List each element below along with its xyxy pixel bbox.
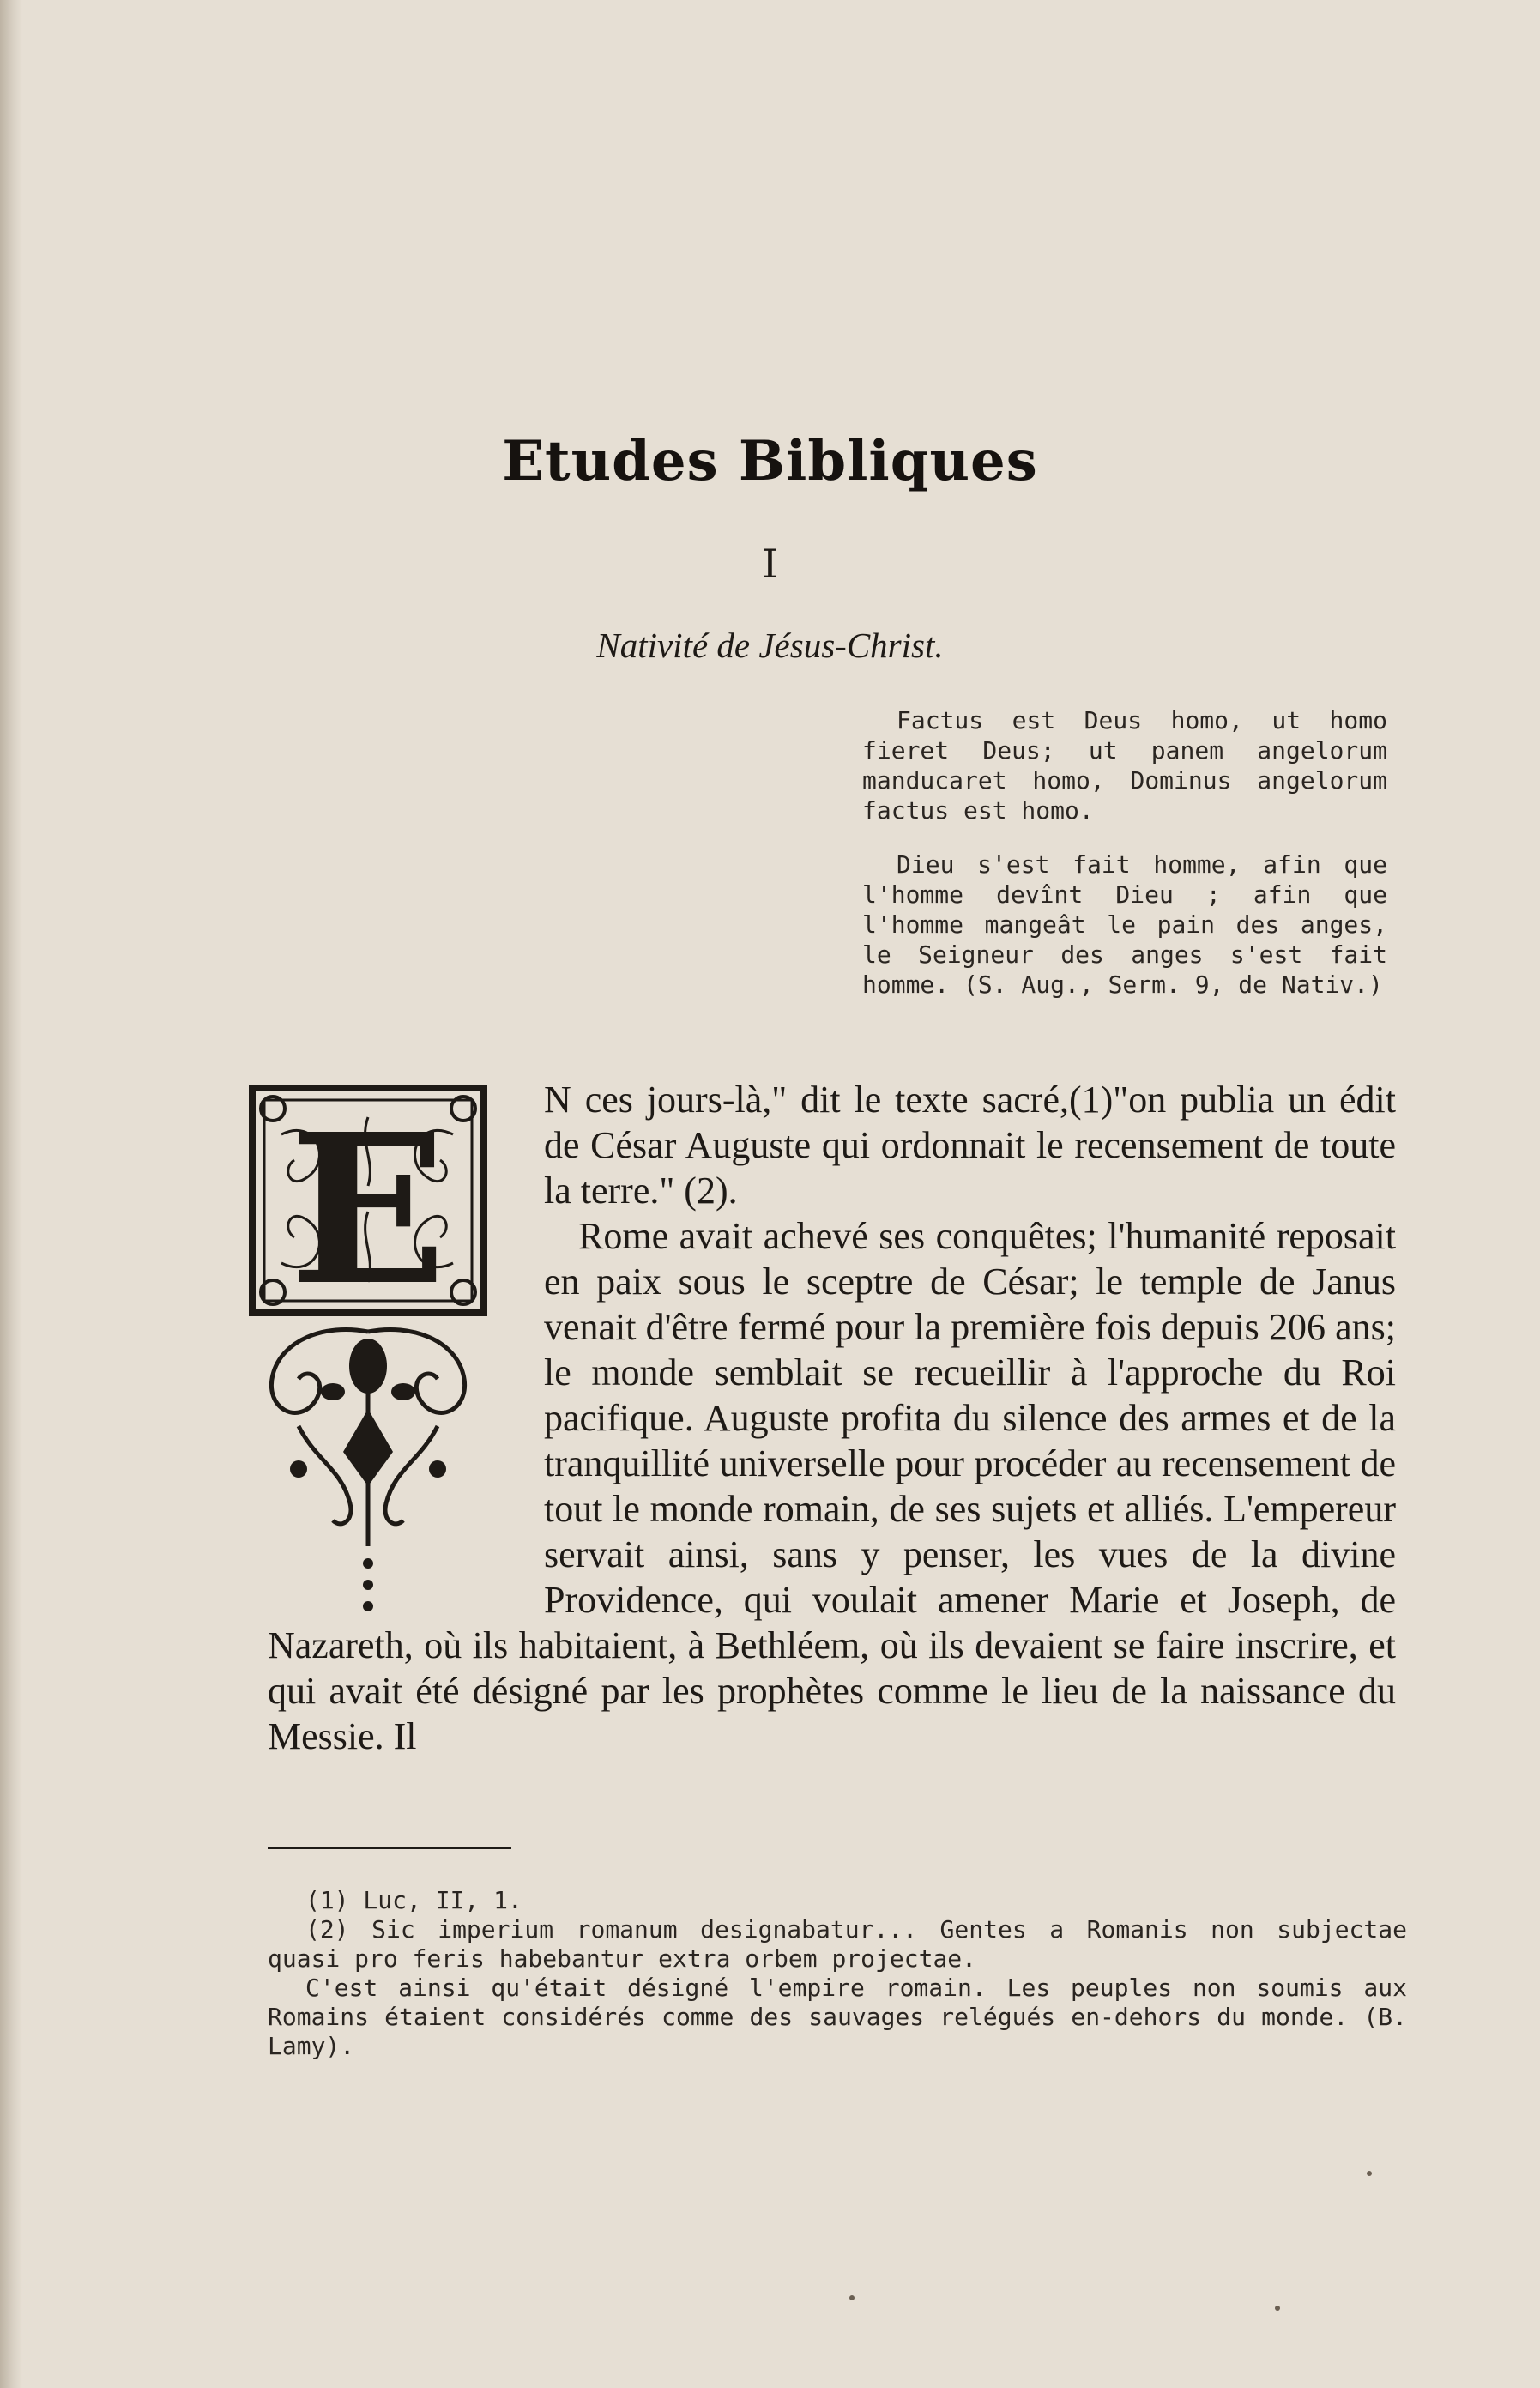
page-gutter-shadow bbox=[0, 0, 22, 2388]
drop-cap-spacer bbox=[268, 1077, 544, 1623]
epigraph-french-text: Dieu s'est fait homme, afin que l'homme devînt Dieu ; afin que l'homme mangeât le pain des anges, le Seigneur des anges s'est fait homme. (S. Aug., Serm. 9, de Nativ.) bbox=[862, 850, 1387, 999]
section-numeral: I bbox=[762, 541, 778, 587]
paper-speck bbox=[1275, 2306, 1280, 2311]
section-subtitle: Nativité de Jésus-Christ. bbox=[596, 626, 944, 665]
footnotes bbox=[268, 1886, 1407, 2061]
paragraph-opening: N ces jours-là," dit le texte sacré,(1)"on publia un édit de César Auguste qui ordonnait le recensement de toute la terre." (2). bbox=[544, 1079, 1396, 1212]
footnote-1: (1) Luc, II, 1. bbox=[305, 1886, 522, 1914]
footnote-divider bbox=[268, 1847, 511, 1849]
paper-speck bbox=[849, 2295, 855, 2300]
epigraph-latin-text: Factus est Deus homo, ut homo fieret Deus; ut panem angelorum manducaret homo, Dominus angelorum factus est homo. bbox=[862, 706, 1387, 825]
epigraph-latin bbox=[862, 705, 1387, 825]
paper-speck bbox=[1367, 2171, 1372, 2176]
epigraph-french bbox=[862, 849, 1387, 1000]
footnote-2-translation: C'est ainsi qu'était désigné l'empire romain. Les peuples non soumis aux Romains étaient considérés comme des sauvages relégués en-dehors du monde. (B. Lamy). bbox=[268, 1974, 1407, 2060]
footnote-2: (2) Sic imperium romanum designabatur... Gentes a Romanis non subjectae quasi pro feris habebantur extra orbem projectae. bbox=[268, 1915, 1407, 1973]
drop-cap-letter: E bbox=[289, 1089, 447, 1331]
page-title: Etudes Bibliques bbox=[502, 429, 1038, 493]
paragraph-rome: Rome avait achevé ses conquêtes; l'humanité reposait en paix sous le sceptre de César; le temple de Janus venait d'être fermé pour la première fois depuis 206 ans; le monde semblait se recueillir à l'approche du Roi pacifique. Auguste profita du silence des armes et de la tranquillité universelle pour procéder au recensement de tout le monde romain, de ses sujets et alliés. L'empereur servait ainsi, sans y penser, les vues de la divine Providence, qui voulait amener Marie et Joseph, de Nazareth, où ils habitaient, à Bethléem, où ils devaient se faire inscrire, et qui avait été désigné par les prophètes comme le lieu de la naissance du Messie. Il bbox=[268, 1215, 1396, 1757]
main-body-text bbox=[268, 1077, 1396, 1759]
